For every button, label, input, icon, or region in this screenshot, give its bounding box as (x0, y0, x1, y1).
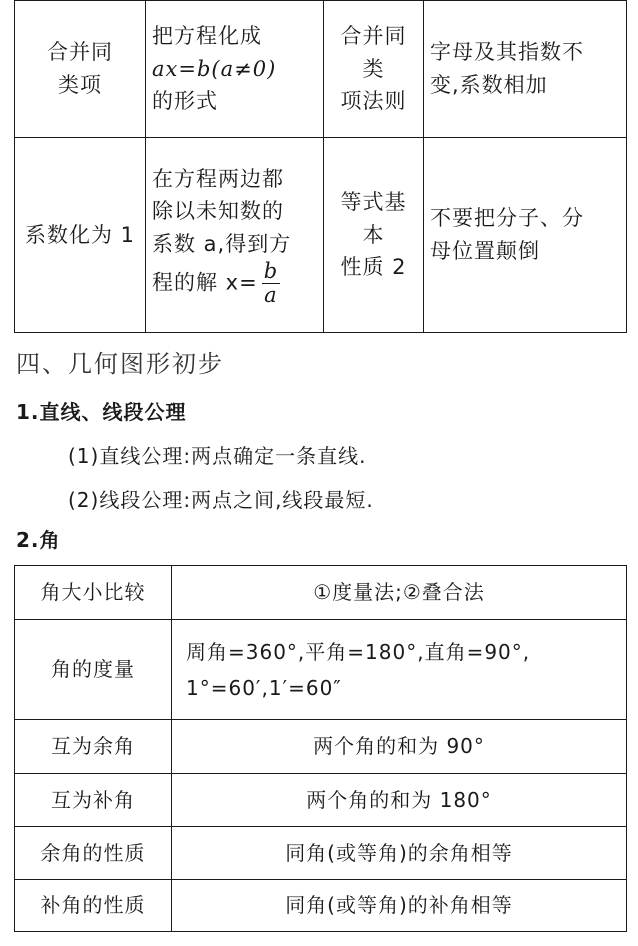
method-formula: ax=b(a≠0) (152, 56, 277, 81)
angle-table (14, 565, 627, 932)
step-label-line: 合并同 (47, 40, 113, 65)
row-value: 同角(或等角)的补角相等 (172, 880, 627, 932)
note-line: 变,系数相加 (430, 73, 548, 97)
row-value: 两个角的和为 180° (172, 774, 627, 827)
basis-line: 性质 2 (340, 255, 407, 280)
method-line: 在方程两边都 (152, 166, 284, 191)
fraction-numerator: b (263, 259, 279, 284)
solution-prefix: 程的解 x= (152, 270, 258, 295)
table-row (15, 1, 627, 138)
method-line: 除以未知数的 (152, 199, 284, 224)
method-line-solution (152, 260, 317, 307)
table-row (15, 827, 627, 880)
table-row (15, 720, 627, 774)
table-row (15, 620, 627, 720)
heading-line-segment-axioms: 1.直线、线段公理 (16, 400, 187, 424)
row-value: ①度量法;②叠合法 (172, 566, 627, 620)
row-value: 同角(或等角)的余角相等 (172, 827, 627, 880)
step-label-line: 类项 (58, 73, 102, 97)
method-cell (146, 1, 324, 138)
row-label: 互为补角 (15, 774, 172, 827)
row-value: 两个角的和为 90° (172, 720, 627, 774)
basis-cell (324, 1, 424, 138)
table-row (15, 880, 627, 932)
table-row (15, 774, 627, 827)
step-cell (15, 1, 146, 138)
equation-steps-table (14, 0, 627, 333)
heading-angles: 2.角 (16, 528, 61, 552)
method-cell (146, 138, 324, 333)
list-item: (1)直线公理:两点确定一条直线. (68, 444, 367, 468)
note-line: 字母及其指数不 (430, 40, 584, 65)
row-label: 角的度量 (15, 620, 172, 720)
basis-line: 等式基本 (340, 190, 407, 247)
note-cell (424, 138, 627, 333)
method-line: 把方程化成 (152, 24, 262, 49)
row-label: 角大小比较 (15, 566, 172, 620)
row-label: 补角的性质 (15, 880, 172, 932)
note-cell (424, 1, 627, 138)
section-title: 四、几何图形初步 (16, 350, 224, 378)
method-line: 的形式 (152, 89, 218, 114)
list-item: (2)线段公理:两点之间,线段最短. (68, 488, 374, 512)
basis-cell (324, 138, 424, 333)
table-row (15, 566, 627, 620)
row-label: 余角的性质 (15, 827, 172, 880)
basis-line: 项法则 (340, 89, 407, 114)
method-line: 系数 a,得到方 (152, 231, 292, 256)
row-label: 互为余角 (15, 720, 172, 774)
value-line: 周角=360°,平角=180°,直角=90°, (186, 639, 531, 664)
note-line: 母位置颠倒 (430, 239, 540, 263)
row-value (172, 620, 627, 720)
basis-line: 合并同类 (340, 24, 407, 81)
note-line: 不要把分子、分 (430, 206, 584, 231)
step-cell: 系数化为 1 (15, 138, 146, 333)
table-row (15, 138, 627, 333)
solution-fraction (262, 260, 280, 307)
fraction-denominator: a (264, 283, 278, 308)
value-line: 1°=60′,1′=60″ (186, 675, 342, 700)
